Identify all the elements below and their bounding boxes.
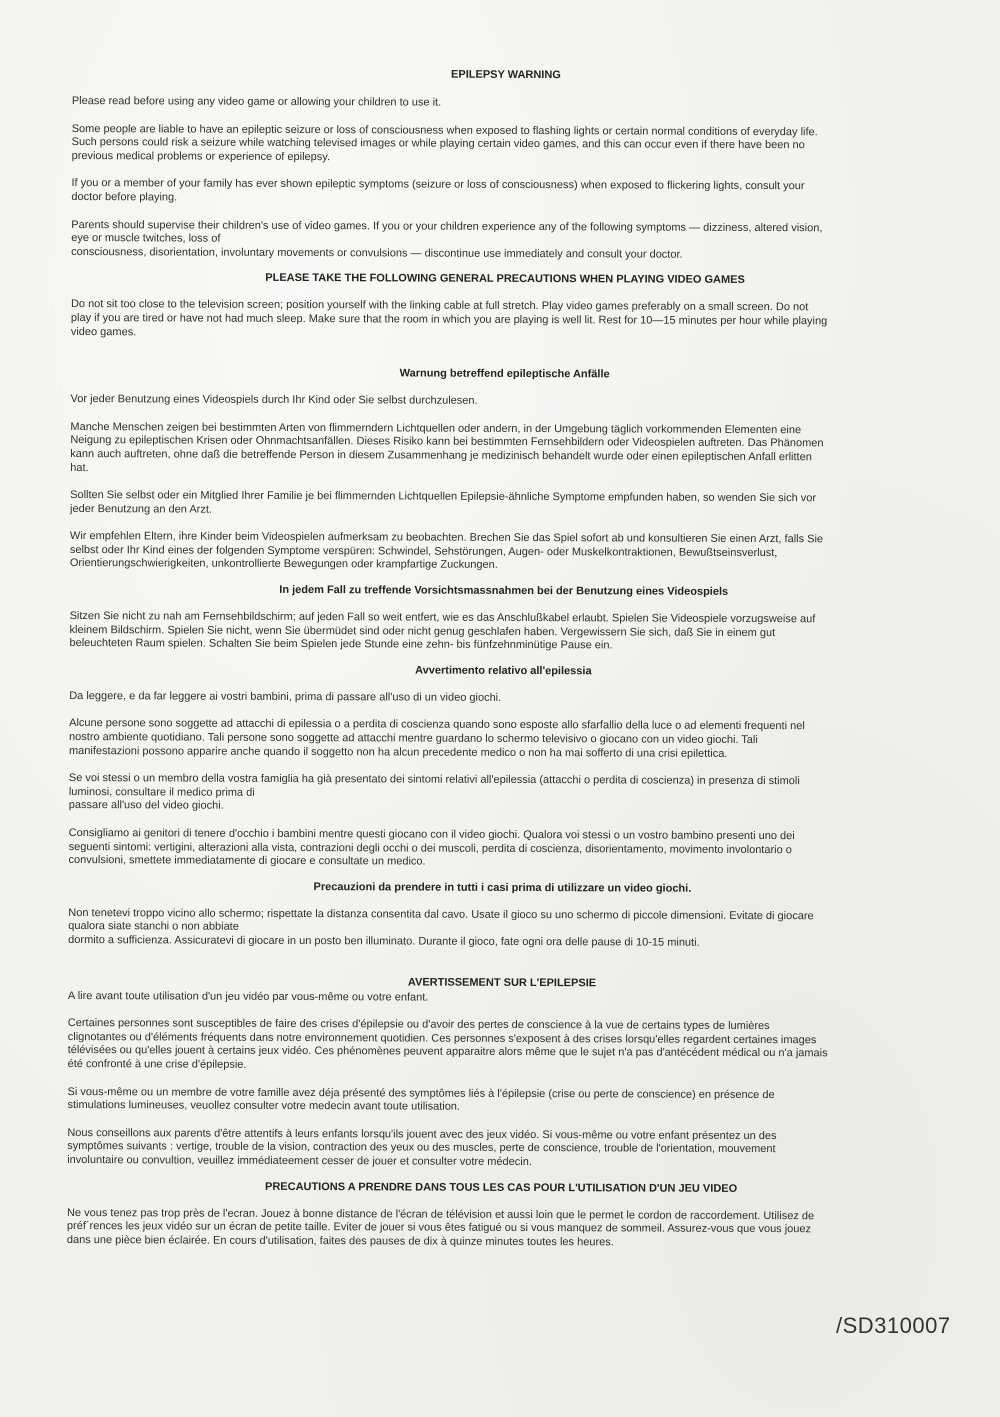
document-code: /SD310007 [836,1313,951,1338]
italian-title: Avvertimento relativo all'epilessia [415,664,592,678]
italian-paragraph-symptoms: Consigliamo ai genitori di tenere d'occhio i bambini mentre questi giocano con il video giochi. Qualora voi stessi o un vostro bambino presenti uno dei seguenti sintomi: vertigini, alterazioni alla vista, contrazioni degli occhi o dei muscoli, perdita di coscienza, disorientamento, movimento involontario o convulsioni, smettete immediatamente di giocare e consultate un medico. [68,826,795,868]
french-precautions-title: PRECAUTIONS A PRENDRE DANS TOUS LES CAS POUR L'UTILISATION D'UN JEU VIDEO [264,1180,738,1195]
french-title: AVERTISSEMENT SUR L'EPILEPSIE [407,976,597,989]
german-precautions-title: In jedem Fall zu treffende Vorsichtsmassnahmen bei der Benutzung eines Videospiels [279,583,729,598]
document-content [67,66,940,1251]
french-paragraph-precautions: Ne vous tenez pas trop près de l'ecran. Jouez à bonne distance de l'écran de télévision et aussi loin que le permet le cordon de raccordement. Utilisez de préf´rences les jeux vidéo sur un écran de petite taille. Eviter de jouer si vous êtes fatigué ou si vous manquez de sommeil. Assurez-vous que vous jouez dans une pièce bien éclairée. En cours d'utilisation, faites des pauses de dix à quinze minutes toutes les heures. [66,1206,815,1249]
german-title: Warnung betreffend epileptische Anfälle [399,367,610,381]
german-paragraph-risk: Manche Menschen zeigen bei bestimmten Arten von flimmerndern Lichtquellen oder andern, in der Umgebung täglich vorkommenden Elementen eine Neigung zu epileptischen Krisen oder Ohnmachtsanfällen. Dieses Risiko kann bei bestimmten Fernsehbildern oder Videospielen auftreten. Das Phänomen kann auch auftreten, ohne daß die betreffende Person in diesem Zusammenhang je medizinisch behandelt wurde oder einen epileptischen Anfall erlitten hat. [70,420,824,474]
german-paragraph-symptoms: Wir empfehlen Eltern, ihre Kinder beim Videospielen aufmerksam zu beobachten. Brechen Sie das Spiel sofort ab und konsultieren Sie einen Arzt, falls Sie selbst oder Ihr Kind eines der folgenden Symptome verspüren: Schwindel, Sehstörungen, Augen- oder Muskelkontraktionen, Bewußtseinsverlust, Orientierungschwierigkeiten, unkontrollierte Bewegungen oder krampfartige Zuckungen. [69,530,824,572]
french-paragraph-symptoms: Nous conseillons aux parents d'être attentifs à leurs enfants lorsqu'ils jouent avec des jeux vidéo. Si vous-même ou votre enfant présentez un des symptômes suivants : vertige, trouble de la vision, contraction des yeux ou des muscles, perte de conscience, trouble de l'orientation, mouvement involuntaire ou convultion, veuillez immédiateement cesser de jouer et consulter votre médecin. [67,1126,777,1168]
italian-paragraph-precautions: Non tenetevi troppo vicino allo schermo; rispettate la distanza consentita dal cavo. Usate il gioco su uno schermo di piccole dimensioni. Evitate di giocare qualora siate stanchi o non abbiate dormito a sufficienza. Assicuratevi di giocare in un posto ben illuminato. Durante il gioco, fate ogni ora delle pause di 10-15 minuti. [68,906,814,949]
english-paragraph-risk: Some people are liable to have an epileptic seizure or loss of consciousness when exposed to flashing lights or certain normal conditions of everyday life. Such persons could risk a seizure while watching televised images or while playing certain video games, and this can occur even if there have been no previous medical problems or experience of epilepsy. [71,122,818,163]
french-paragraph-consult: Si vous-même ou un membre de votre famille avez déja présenté des symptômes liés à l'épilepsie (crise ou perte de conscience) en présence de stimulations lumineuses, veuollez consulter votre medecin avant toute utilisation. [67,1085,775,1113]
german-paragraph-precautions: Sitzen Sie nicht zu nah am Fernsehbildschirm; auf jeden Fall so weit entfert, wie es das Anschlußkabel erlaubt. Spielen Sie Videospiele vorzugsweise auf kleinem Bildschirm. Spielen Sie nicht, wenn Sie übermüdet sind oder nicht genug geschlafen haben. Vergewissern Sie sich, daß Sie in einem gut beleuchteten Raum spielen. Schalten Sie beim Spielen jede Stunde eine zehn- bis fünfzehnminütige Pause ein. [69,610,816,652]
english-paragraph-consult: If you or a member of your family has ever shown epileptic symptoms (seizure or loss of consciousness) when exposed to flickering lights, consult your doctor before playing. [71,177,805,204]
german-paragraph-consult: Sollten Sie selbst oder ein Mitglied Ihrer Familie je bei flimmernden Lichtquellen Epilepsie-ähnliche Symptome empfunden haben, so wenden Sie sich vor jeder Benutzung an den Arzt. [70,489,817,516]
english-title: EPILEPSY WARNING [451,68,561,82]
italian-intro: Da leggere, e da far leggere ai vostri bambini, prima di passare all'uso di un video giochi. [69,689,502,704]
italian-precautions-title: Precauzioni da prendere in tutti i casi prima di utilizzare un video giochi. [313,880,692,895]
english-paragraph-symptoms: Parents should supervise their children's use of video games. If you or your children experience any of the following symptoms — dizziness, altered vision, eye or muscle twitches, loss of consciousness, disorientation, involuntary movements or convulsions — discontinue use immediately and consult your doctor. [71,218,823,261]
french-paragraph-risk: Certaines personnes sont susceptibles de faire des crises d'épilepsie ou d'avoir des pertes de conscience à la vue de certains types de lumières clignotantes ou d'éléments fréquents dans notre environnement quotidien. Ces personnes s'exposent à des crises lorsqu'elles regardent certaines images télévisées ou qu'elles jouent à certains jeux vidéo. Ces phénomènes peuvent apparaitre alors même que le sujet n'a pas d'antécédent médical ou n'a jamais été confronté à une crise d'épilepsie. [67,1017,828,1071]
italian-paragraph-consult: Se voi stessi o un membro della vostra famiglia ha già presentato dei sintomi relativi all'epilessia (attacchi o perdita di coscienza) in presenza di stimoli luminosi, consultare il medico prima di passare all'uso del video giochi. [68,772,800,813]
english-intro: Please read before using any video game or allowing your children to use it. [71,94,442,109]
french-intro: A lire avant toute utilisation d'un jeu vidéo par vous-même ou votre enfant. [67,989,429,1004]
german-intro: Vor jeder Benutzung eines Videospiels durch Ihr Kind oder Sie selbst durchzulesen. [70,393,478,407]
english-paragraph-precautions: Do not sit too close to the television screen; position yourself with the linking cable at full stretch. Play video games preferably on a small screen. Do not play if you are tired or have not had much sleep. Make sure that the room in which you are playing is well lit. Rest for 10—15 minutes per hour while playing video games. [70,298,828,338]
english-precautions-title: PLEASE TAKE THE FOLLOWING GENERAL PRECAUTIONS WHEN PLAYI​NG VIDEO GAMES [265,272,745,287]
italian-paragraph-risk: Alcune persone sono soggette ad attacchi di epilessia o a perdita di coscienza quando sono esposte allo sfarfallio della luce o ad elementi frequenti nel nostro ambiente quotidiano. Tali persone sono soggette ad attacchi mentre guardano lo schermo televisivo o giocano con un video giochi. Tali manifestazioni possono apparire anche quando il soggetto non ha alcun precedente medico o non ha mai sofferto di una crisi epilettica. [68,717,805,760]
